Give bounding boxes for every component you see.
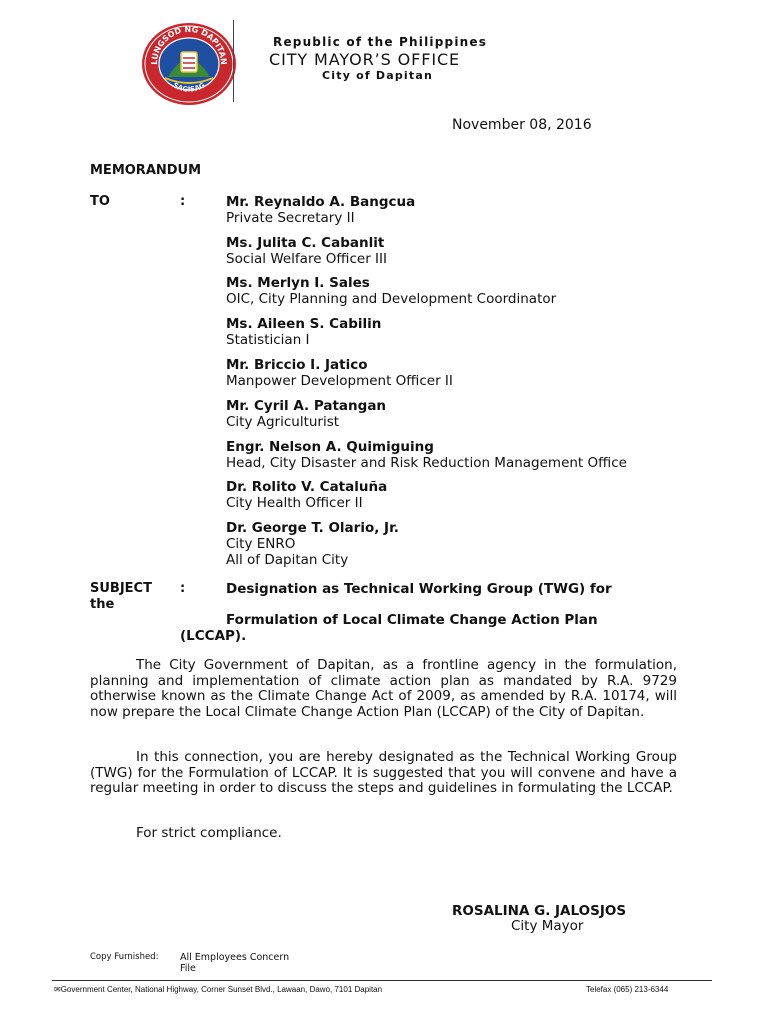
recipient	[226, 520, 726, 568]
footer-telefax: Telefax (065) 213-6344	[586, 985, 669, 994]
recipient-name: Mr. Reynaldo A. Bangcua	[226, 194, 416, 210]
recipient	[226, 479, 726, 511]
copy-furnished-list	[180, 952, 289, 974]
city-seal	[139, 22, 239, 106]
recipient	[226, 398, 726, 430]
subject-line-2: Formulation of Local Climate Change Action Plan	[226, 612, 598, 628]
body-paragraph-3: For strict compliance.	[136, 825, 282, 841]
recipient-name: Ms. Julita C. Cabanlit	[226, 235, 385, 251]
seal-top-text: LUNGSOD NG DAPITAN	[149, 24, 229, 66]
header-office: CITY MAYOR’S OFFICE	[269, 50, 461, 69]
recipient	[226, 316, 726, 348]
signatory-name: ROSALINA G. JALOSJOS	[452, 903, 627, 919]
seal-bottom-text: SAGISAG	[171, 81, 207, 94]
copy-furnished-label: Copy Furnished:	[90, 952, 159, 962]
recipient-position: Statistician I	[226, 332, 310, 348]
to-label: TO	[90, 194, 110, 209]
recipient	[226, 194, 726, 226]
header-divider	[233, 20, 234, 102]
recipient-name: Dr. George T. Olario, Jr.	[226, 520, 399, 536]
footer-address: ✉Government Center, National Highway, Corner Sunset Blvd., Lawaan, Dawo, 7101 Dapitan	[54, 985, 383, 994]
subject-line-3: (LCCAP).	[180, 628, 247, 644]
header-city: City of Dapitan	[322, 69, 433, 82]
recipient-name: Mr. Briccio I. Jatico	[226, 357, 368, 373]
subject-colon: :	[180, 581, 186, 596]
copy-furnished-item: File	[180, 963, 196, 974]
recipient	[226, 235, 726, 267]
recipient	[226, 439, 726, 471]
recipient	[226, 357, 726, 389]
recipient-position: Social Welfare Officer III	[226, 251, 387, 267]
signatory-title: City Mayor	[511, 918, 584, 934]
subject-label: SUBJECT the	[90, 581, 152, 612]
recipient-position: Manpower Development Officer II	[226, 373, 453, 389]
recipient-position: Head, City Disaster and Risk Reduction Management Office	[226, 455, 627, 471]
subject-line-1: Designation as Technical Working Group (TWG) for	[226, 581, 612, 597]
memo-date: November 08, 2016	[452, 117, 592, 133]
recipient-name: Dr. Rolito V. Cataluña	[226, 479, 388, 495]
recipient-position: City ENRO	[226, 536, 296, 552]
body-paragraph-1: The City Government of Dapitan, as a frontline agency in the formulation, planning and implementation of climate action plan as mandated by R.A. 9729 otherwise known as the Climate Change Act of 2009, as amended by R.A. 10174, will now prepare the Local Climate Change Action Plan (LCCAP) of the City of Dapitan.	[90, 657, 677, 720]
to-colon: :	[180, 194, 186, 209]
recipient-position: City Health Officer II	[226, 495, 363, 511]
recipient-name: Mr. Cyril A. Patangan	[226, 398, 387, 414]
recipient-name: Ms. Merlyn I. Sales	[226, 275, 370, 291]
recipient-position: OIC, City Planning and Development Coordinator	[226, 291, 557, 307]
memo-title: MEMORANDUM	[90, 163, 202, 178]
body-paragraph-2: In this connection, you are hereby designated as the Technical Working Group (TWG) for the Formulation of LCCAP. It is suggested that you will convene and have a regular meeting in order to discuss the steps and guidelines in formulating the LCCAP.	[90, 749, 677, 796]
recipient-position: City Agriculturist	[226, 414, 340, 430]
recipient	[226, 275, 726, 307]
recipient-name: Ms. Aileen S. Cabilin	[226, 316, 382, 332]
recipient-position: Private Secretary II	[226, 210, 355, 226]
copy-furnished-item: All Employees Concern	[180, 952, 290, 963]
header-republic: Republic of the Philippines	[273, 35, 488, 49]
recipient-location: All of Dapitan City	[226, 552, 349, 568]
recipient-name: Engr. Nelson A. Quimiguing	[226, 439, 434, 455]
footer-rule	[52, 980, 712, 981]
